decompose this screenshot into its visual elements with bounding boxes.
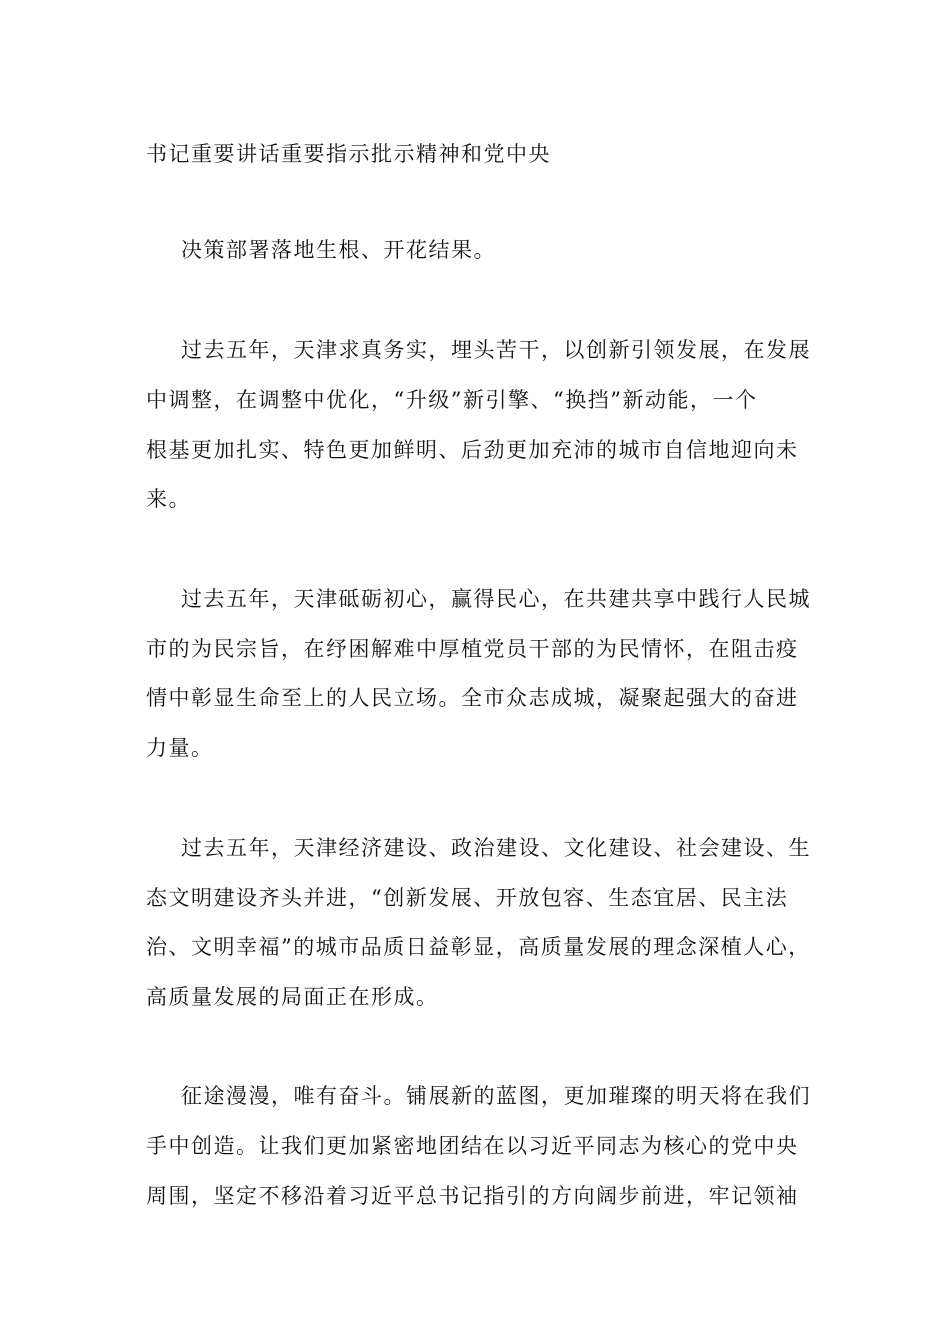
- paragraph-1-line-0: 决策部署落地生根、开花结果。: [181, 238, 496, 262]
- paragraph-3-line-0: 过去五年，天津砥砺初心，赢得民心，在共建共享中践行人民城: [181, 587, 811, 611]
- paragraph-2-line-2: 根基更加扎实、特色更加鲜明、后劲更加充沛的城市自信地迎向未: [146, 438, 799, 462]
- paragraph-2-line-0: 过去五年，天津求真务实，埋头苦干，以创新引领发展，在发展: [181, 338, 811, 362]
- paragraph-2-line-1: 中调整，在调整中优化，“升级”新引擎、“换挡”新动能，一个: [146, 388, 758, 412]
- paragraph-0-line-0: 书记重要讲话重要指示批示精神和党中央: [146, 142, 551, 166]
- paragraph-4-line-3: 高质量发展的局面正在形成。: [146, 985, 439, 1009]
- paragraph-5-line-2: 周围，坚定不移沿着习近平总书记指引的方向阔步前进，牢记领袖: [146, 1184, 799, 1208]
- paragraph-4-line-1: 态文明建设齐头并进，“创新发展、开放包容、生态宜居、民主法: [146, 886, 789, 910]
- paragraph-2-line-3: 来。: [146, 487, 191, 511]
- paragraph-3-line-3: 力量。: [146, 736, 214, 760]
- paragraph-5-line-0: 征途漫漫，唯有奋斗。铺展新的蓝图，更加璀璨的明天将在我们: [181, 1084, 811, 1108]
- paragraph-4-line-2: 治、文明幸福”的城市品质日益彰显，高质量发展的理念深植人心，: [146, 935, 811, 959]
- paragraph-3-line-2: 情中彰显生命至上的人民立场。全市众志成城，凝聚起强大的奋进: [146, 686, 799, 710]
- paragraph-3-line-1: 市的为民宗旨，在纾困解难中厚植党员干部的为民情怀，在阻击疫: [146, 637, 799, 661]
- paragraph-5-line-1: 手中创造。让我们更加紧密地团结在以习近平同志为核心的党中央: [146, 1134, 799, 1158]
- paragraph-4-line-0: 过去五年，天津经济建设、政治建设、文化建设、社会建设、生: [181, 836, 811, 860]
